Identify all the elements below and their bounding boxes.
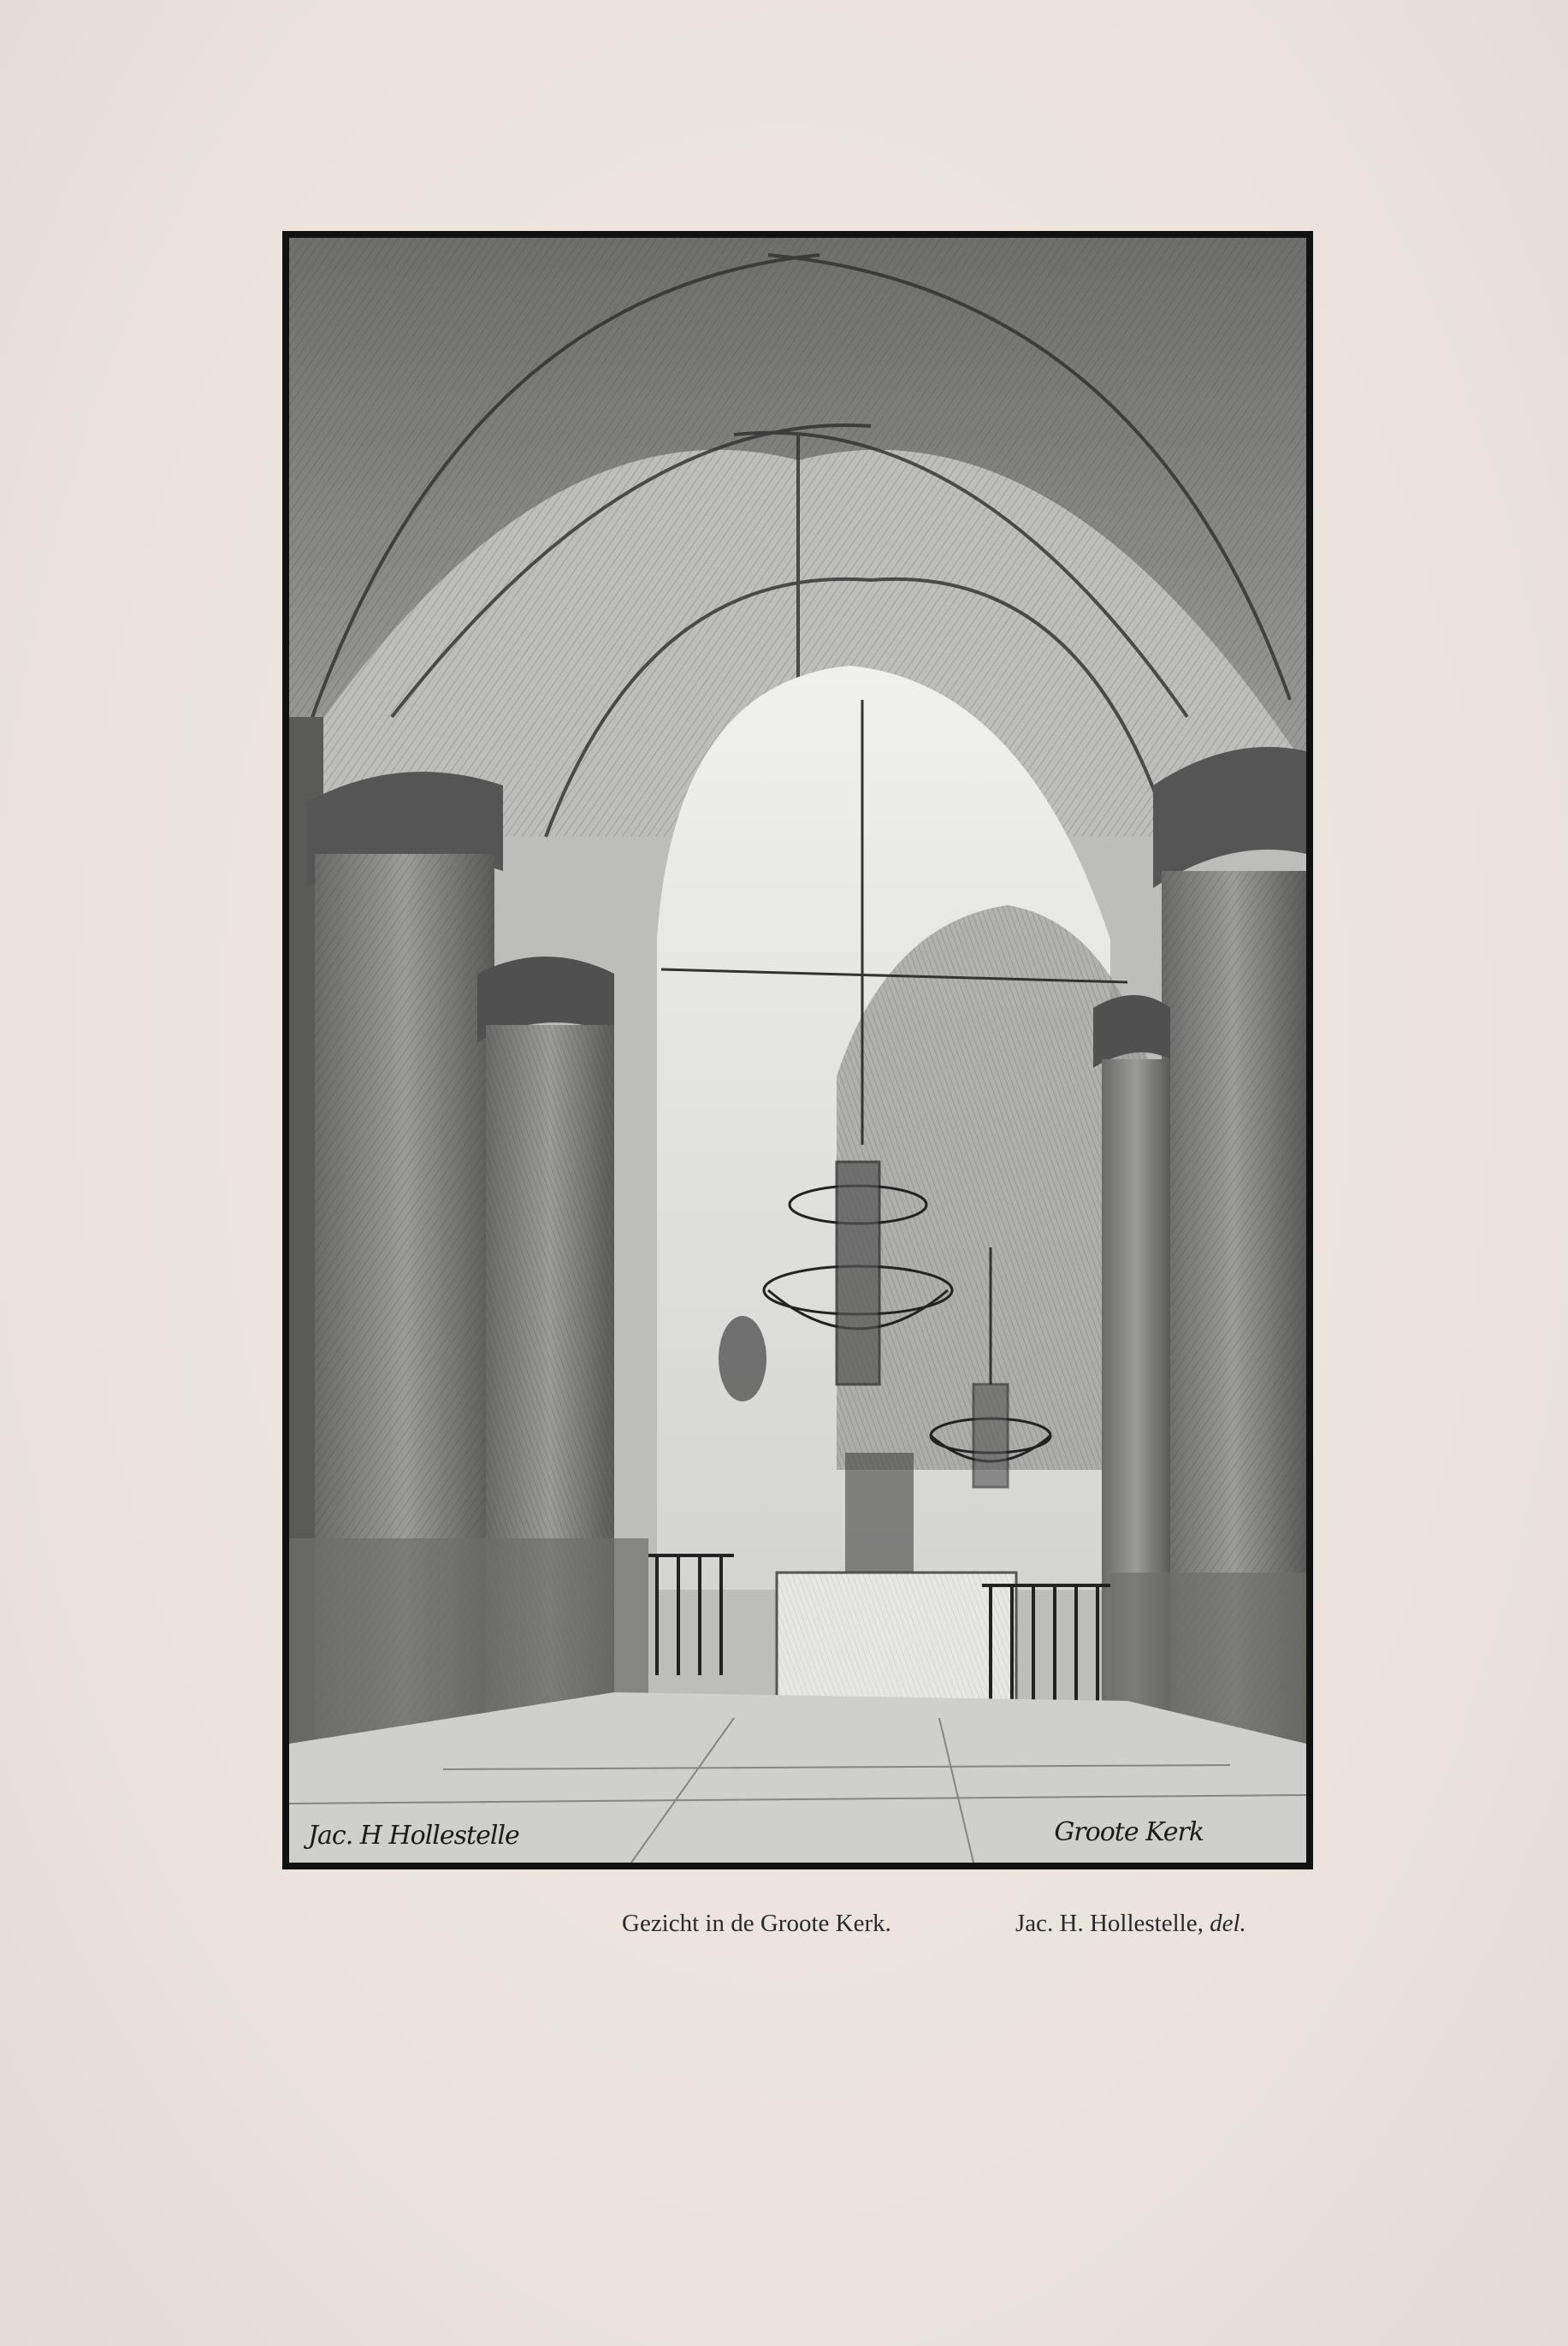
handwritten-title: Groote Kerk — [1054, 1817, 1204, 1847]
church-interior-drawing — [289, 238, 1306, 1863]
illustration-plate — [282, 231, 1313, 1869]
caption-title: Gezicht in de Groote Kerk. — [622, 1910, 891, 1937]
artist-signature: Jac. H Hollestelle — [308, 1821, 519, 1851]
pencil-sketch-church-nave — [289, 238, 1306, 1863]
caption-artist: Jac. H. Hollestelle, — [1015, 1910, 1204, 1937]
caption-credit — [1015, 1910, 1246, 1938]
caption-suffix: del. — [1210, 1910, 1246, 1937]
